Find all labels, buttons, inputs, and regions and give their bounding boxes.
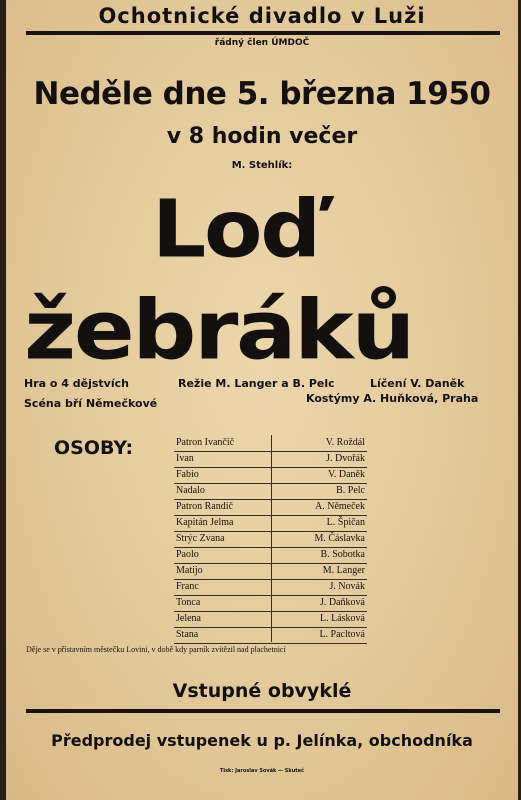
- role-name: Paolo: [176, 549, 199, 560]
- credit-costumes: Kostýmy A. Huňková, Praha: [306, 392, 479, 405]
- credit-director: Režie M. Langer a B. Pelc: [178, 377, 335, 390]
- play-title-line1: Loď: [152, 182, 319, 276]
- credit-acts: Hra o 4 dějstvích: [24, 377, 129, 390]
- performance-time: v 8 hodin večer: [166, 124, 358, 149]
- role-name: Nadalo: [176, 485, 205, 496]
- cast-heading: OSOBY:: [54, 437, 134, 459]
- credit-scenery: Scéna bří Němečkové: [24, 397, 158, 410]
- role-name: Patron Ivančič: [176, 437, 235, 448]
- role-name: Tonca: [176, 597, 201, 608]
- actor-name: J. Dvořák: [326, 453, 365, 464]
- admission-note: Vstupné obvyklé: [172, 680, 352, 702]
- role-name: Stana: [176, 629, 199, 640]
- setting-note: Děje se v přístavním městečku Lovini, v době kdy parník zvítězil nad plachetnicí: [26, 645, 286, 654]
- role-name: Fabio: [176, 469, 199, 480]
- actor-name: J. Daňková: [320, 597, 365, 608]
- actor-name: B. Pelc: [336, 485, 365, 496]
- role-name: Matijo: [176, 565, 203, 576]
- play-title-line2: žebráků: [24, 282, 413, 379]
- actor-name: L. Špičan: [326, 517, 365, 528]
- middle-rule: [26, 709, 500, 713]
- role-name: Jelena: [176, 613, 201, 624]
- top-rule: [26, 31, 500, 35]
- actor-name: A. Němeček: [315, 501, 365, 512]
- actor-name: M. Langer: [322, 565, 365, 576]
- actor-name: M. Čáslavka: [314, 533, 365, 544]
- actor-name: V. Daněk: [327, 469, 365, 480]
- printer-note: Tisk: Jaroslav Sovák — Skuteč: [219, 768, 305, 774]
- membership-note: řádný člen ÚMDOČ: [214, 38, 310, 48]
- role-name: Strýc Zvana: [176, 533, 225, 544]
- actor-name: J. Novák: [329, 581, 365, 592]
- theatre-name: Ochotnické divadlo v Luži: [98, 4, 426, 28]
- actor-name: L. Pacltová: [319, 629, 365, 640]
- performance-date: Neděle dne 5. března 1950: [33, 76, 491, 112]
- presale-note: Předprodej vstupenek u p. Jelínka, obchodníka: [51, 731, 473, 750]
- role-name: Ivan: [176, 453, 194, 464]
- actor-name: V. Roždál: [325, 437, 365, 448]
- author-name: M. Stehlík:: [231, 160, 293, 171]
- role-name: Kapitán Jelma: [176, 517, 234, 528]
- cast-column-divider: [271, 435, 272, 642]
- actor-name: B. Sobotka: [320, 549, 365, 560]
- role-name: Franc: [176, 581, 199, 592]
- actor-name: L. Lásková: [320, 613, 365, 624]
- role-name: Patron Randič: [176, 501, 233, 512]
- credit-makeup: Líčení V. Daněk: [370, 377, 465, 390]
- theatre-poster: [6, 0, 518, 800]
